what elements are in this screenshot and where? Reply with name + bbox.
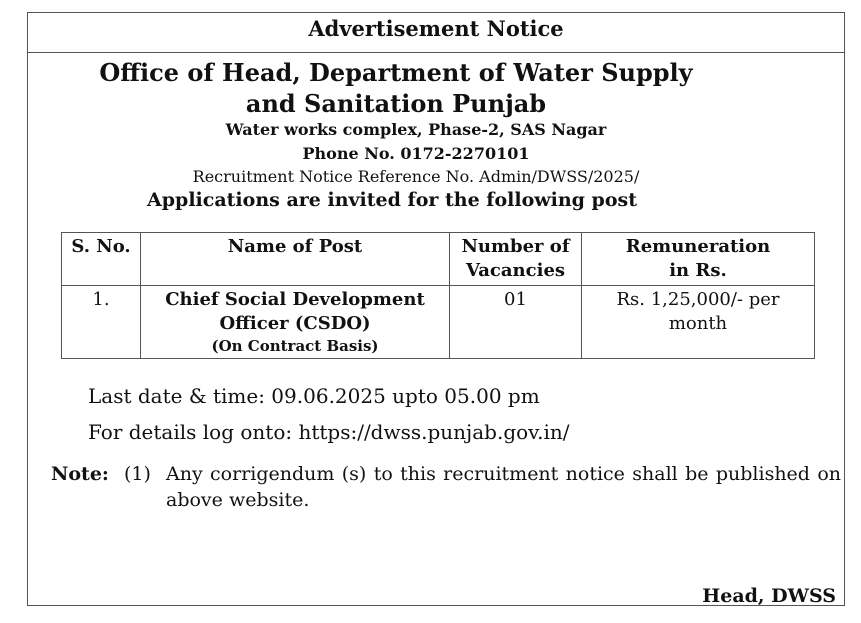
note-text: Any corrigendum (s) to this recruitment notice shall be published on above website. (166, 463, 841, 511)
cell-post (141, 286, 450, 359)
note-block (51, 461, 841, 513)
last-date: Last date & time: 09.06.2025 upto 05.00 pm (88, 384, 540, 408)
rem-l1: Rs. 1,25,000/- per (616, 289, 780, 310)
header-rem-l1: Remuneration (625, 236, 771, 257)
signature: Head, DWSS (702, 585, 836, 607)
header-vacancies-l1: Number of (461, 236, 570, 257)
post-name-l2: Officer (CSDO) (219, 313, 371, 334)
post-basis: (On Contract Basis) (211, 337, 379, 355)
website-info: For details log onto: https://dwss.punjab.gov.in/ (88, 420, 570, 444)
header-vacancies (450, 233, 582, 286)
cell-vacancies: 01 (450, 286, 582, 359)
table-header-row (62, 233, 815, 286)
header-rem-l2: in Rs. (669, 260, 727, 281)
header-vacancies-l2: Vacancies (465, 260, 566, 281)
header-sno: S. No. (62, 233, 141, 286)
post-name-l1: Chief Social Development (165, 289, 425, 310)
reference-number: Recruitment Notice Reference No. Admin/DWSS/2025/ (192, 167, 640, 186)
office-address: Water works complex, Phase-2, SAS Nagar (225, 120, 607, 139)
office-name-line1: Office of Head, Department of Water Supply (99, 58, 693, 87)
cell-remuneration (582, 286, 815, 359)
table-row (62, 286, 815, 359)
invitation-heading: Applications are invited for the following post (147, 189, 637, 211)
notice-frame (27, 12, 845, 606)
cell-sno: 1. (62, 286, 141, 359)
office-name-line2: and Sanitation Punjab (245, 89, 547, 118)
post-table (61, 232, 815, 359)
office-phone: Phone No. 0172-2270101 (302, 144, 530, 163)
rem-l2: month (668, 313, 728, 334)
header-remuneration (582, 233, 815, 286)
note-number: (1) (124, 463, 151, 485)
note-label: Note: (51, 463, 109, 485)
header-post: Name of Post (141, 233, 450, 286)
notice-title: Advertisement Notice (28, 13, 844, 53)
